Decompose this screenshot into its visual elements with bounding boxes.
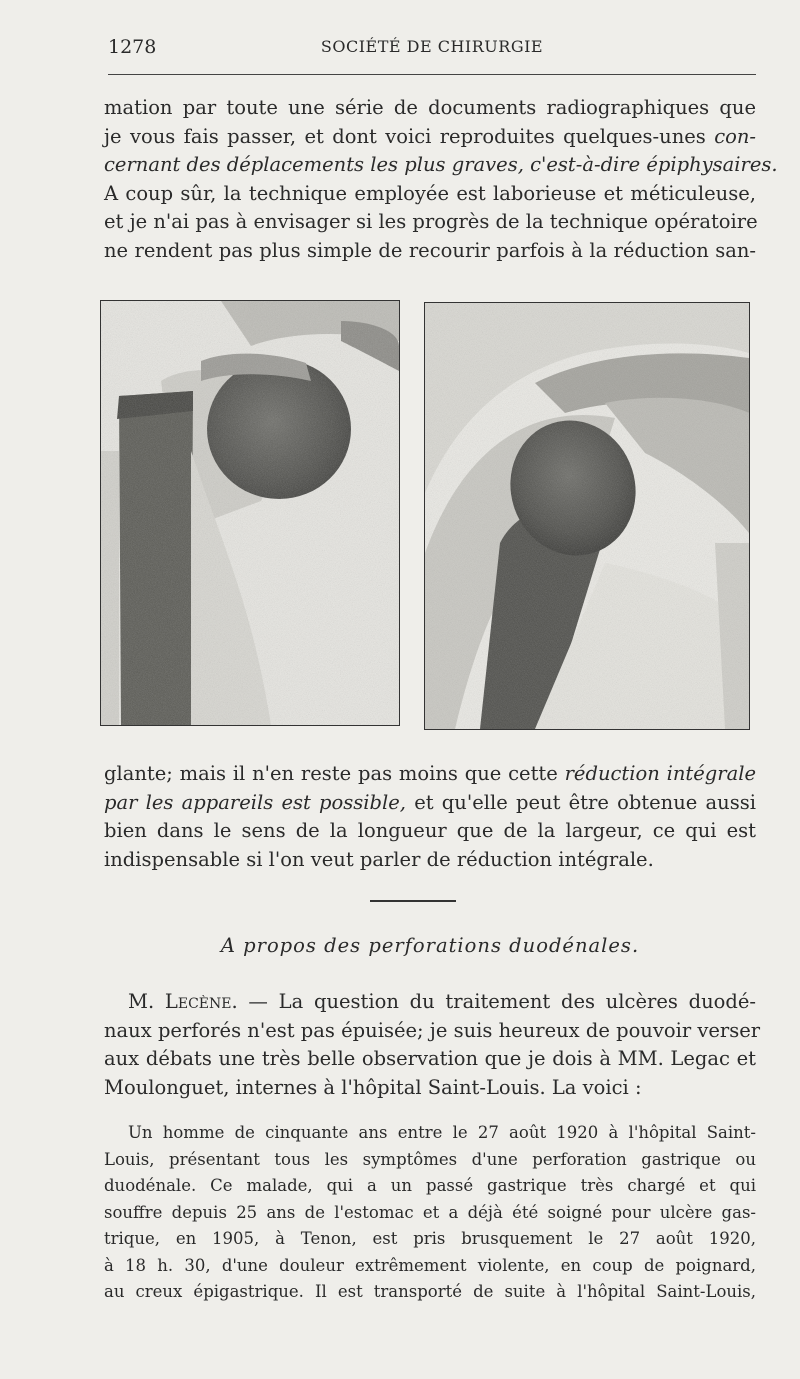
text-line: mation par toute une série de documents radiographiques que [104, 96, 756, 119]
text-line: A coup sûr, la technique employée est laborieuse et méticuleuse, [104, 181, 756, 205]
text-span: . — La question du traitement des ulcères duodé- [231, 990, 756, 1013]
running-title: SOCIÉTÉ DE CHIRURGIE [320, 37, 544, 56]
text-line [104, 988, 756, 1017]
text-line: à 18 h. 30, d'une douleur extrêmement violente, en coup de poignard, [104, 1255, 756, 1275]
text-line: Louis, présentant tous les symptômes d'une perforation gastrique ou [104, 1149, 756, 1169]
text-line: aux débats une très belle observation que je dois à MM. Legac et [104, 1047, 756, 1070]
text-line: souffre depuis 25 ans de l'estomac et a déjà été soigné pour ulcère gas- [104, 1202, 756, 1222]
text-line: duodénale. Ce malade, qui a un passé gastrique très chargé et qui [104, 1176, 756, 1195]
figure-pair [100, 296, 756, 736]
text-line: naux perforés n'est pas épuisée; je suis heureux de pouvoir verser [104, 1018, 761, 1042]
text-line: bien dans le sens de la longueur que de la largeur, ce qui est [104, 819, 756, 842]
section-title: A propos des perforations duodénales. [220, 934, 640, 957]
text-line: indispensable si l'on veut parler de réduction intégrale. [104, 847, 654, 871]
radiograph-left [100, 300, 400, 726]
italic-span: par les appareils est possible, [104, 790, 406, 814]
paragraph-4 [104, 1120, 756, 1306]
speaker-prefix: M. [128, 990, 165, 1013]
text-span: et qu'elle peut être obtenue aussi [405, 790, 756, 814]
radiograph-right [424, 302, 750, 730]
italic-span: réduction intégrale [564, 762, 756, 785]
radiograph-right-image [425, 303, 749, 729]
radiograph-left-image [101, 301, 399, 725]
text-span: glante; mais il n'en reste pas moins que cette [104, 762, 565, 785]
text-line: trique, en 1905, à Tenon, est pris brusquement le 27 août 1920, [104, 1229, 756, 1248]
text-line [104, 760, 756, 789]
paragraph-3 [104, 988, 761, 1102]
section-separator [370, 900, 456, 902]
text-line: ne rendent pas plus simple de recourir parfois à la réduction san- [104, 238, 756, 262]
text-line: et je n'ai pas à envisager si les progrès de la technique opératoire [104, 210, 758, 233]
text-span: je vous fais passer, et dont voici reproduites quelques-unes [104, 124, 715, 148]
italic-span: cernant des déplacements les plus graves, c'est-à-dire épiphysaires. [104, 153, 778, 176]
header-rule [108, 74, 756, 75]
paragraph-2 [104, 760, 756, 874]
page-number: 1278 [108, 36, 157, 58]
text-line: au creux épigastrique. Il est transporté de suite à l'hôpital Saint-Louis, [104, 1282, 756, 1301]
text-line [104, 789, 756, 818]
italic-span: con- [714, 124, 756, 148]
text-line [104, 151, 778, 180]
paragraph-1 [104, 94, 778, 265]
text-line [104, 123, 756, 152]
text-line: Moulonguet, internes à l'hôpital Saint-Louis. La voici : [104, 1075, 642, 1099]
text-line: Un homme de cinquante ans entre le 27 août 1920 à l'hôpital Saint- [128, 1123, 756, 1142]
speaker-name: Lecène [164, 990, 232, 1013]
page-header [108, 30, 756, 64]
